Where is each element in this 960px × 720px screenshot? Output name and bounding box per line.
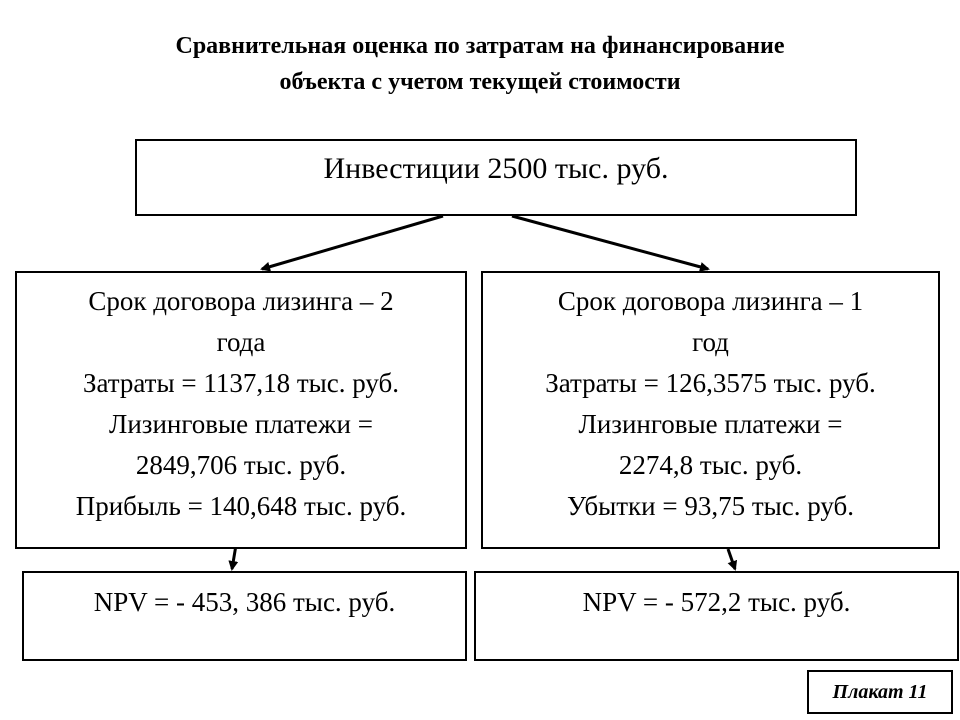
investment-box	[135, 139, 857, 216]
poster-label-text: Плакат 11	[832, 681, 928, 703]
arrow-1-year-to-npv	[728, 549, 735, 569]
poster-label	[807, 670, 953, 714]
lease-1-year-costs: Затраты = 126,3575 тыс. руб.	[545, 368, 876, 398]
lease-2-years-line: Срок договора лизинга – 2	[88, 286, 394, 316]
title-line-2: объекта с учетом текущей стоимости	[279, 69, 681, 95]
lease-1-year-payments-label: Лизинговые платежи =	[578, 409, 843, 439]
lease-2-years-profit: Прибыль = 140,648 тыс. руб.	[75, 491, 407, 521]
lease-1-year-box	[481, 271, 940, 549]
npv-1-year-box	[474, 571, 959, 661]
lease-2-years-box	[15, 271, 467, 549]
lease-1-year-payments-value: 2274,8 тыс. руб.	[618, 450, 803, 480]
lease-1-year-line: Срок договора лизинга – 1	[557, 286, 864, 316]
lease-2-years-line: года	[216, 327, 266, 357]
lease-2-years-payments-value: 2849,706 тыс. руб.	[135, 450, 347, 480]
title-line-1: Сравнительная оценка по затратам на финансирование	[175, 33, 785, 59]
arrow-investment-to-1-year	[512, 216, 708, 269]
npv-1-year-text: NPV = - 572,2 тыс. руб.	[582, 587, 851, 617]
diagram-title	[60, 28, 900, 100]
lease-1-year-line: год	[692, 327, 729, 357]
lease-2-years-costs: Затраты = 1137,18 тыс. руб.	[82, 368, 400, 398]
lease-2-years-payments-label: Лизинговые платежи =	[109, 409, 373, 439]
npv-2-years-text: NPV = - 453, 386 тыс. руб.	[93, 587, 396, 617]
npv-2-years-box	[22, 571, 467, 661]
lease-1-year-losses: Убытки = 93,75 тыс. руб.	[566, 491, 855, 521]
investment-text: Инвестиции 2500 тыс. руб.	[323, 152, 669, 185]
arrow-investment-to-2-years	[262, 216, 443, 269]
